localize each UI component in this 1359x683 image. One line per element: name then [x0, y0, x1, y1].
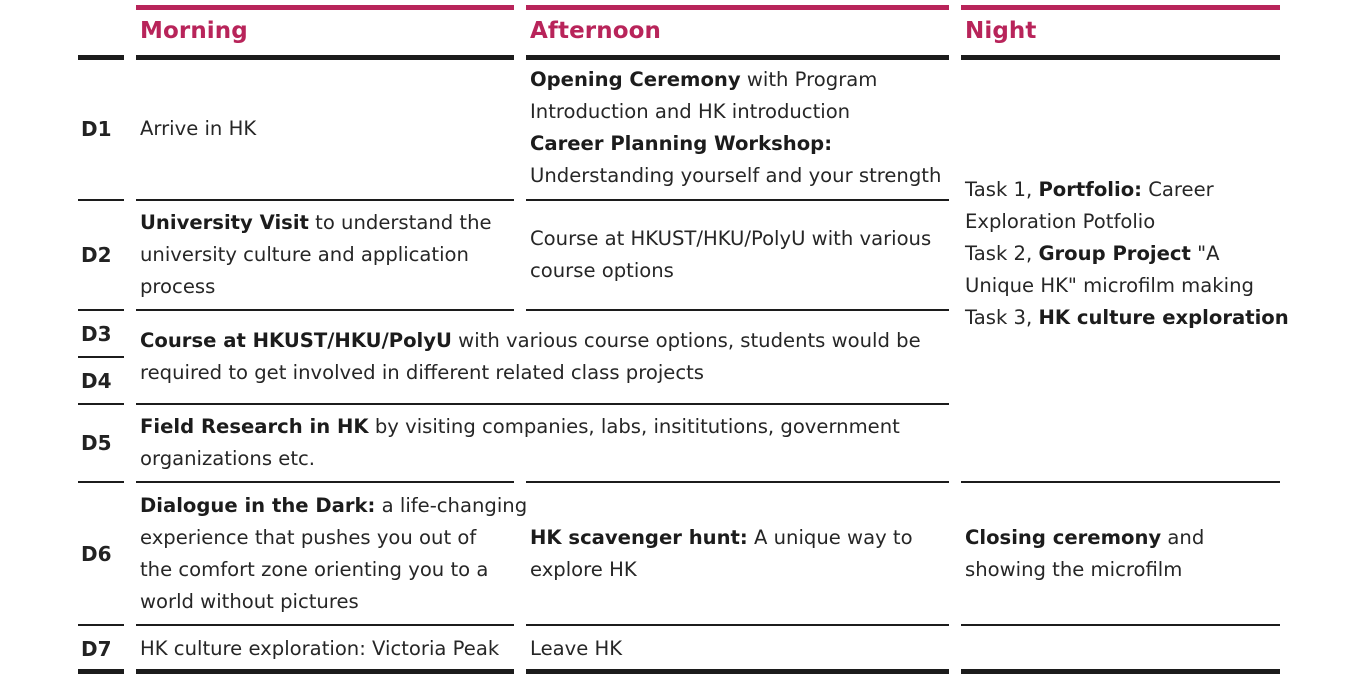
- day-label-d6: D6: [81, 542, 112, 566]
- row-divider: [136, 624, 514, 626]
- row-divider: [526, 199, 949, 201]
- cell-d6-morning: Dialogue in the Dark: a life-changing experience that pushes you out of the comfort zone orienting you to a world without pictures: [140, 494, 528, 613]
- header-rule-morning: [136, 55, 514, 60]
- cell-d5: Field Research in HK by visiting companies, labs, insititutions, government organizations etc.: [140, 415, 900, 470]
- bottom-rule-night: [961, 669, 1280, 674]
- row-divider: [78, 403, 124, 405]
- header-rule-afternoon: [526, 55, 949, 60]
- row-divider: [78, 356, 124, 358]
- day-label-d1: D1: [81, 117, 112, 141]
- row-divider: [78, 199, 124, 201]
- row-divider: [78, 624, 124, 626]
- cell-d6-afternoon: HK scavenger hunt: A unique way to explore HK: [530, 526, 913, 581]
- row-divider: [136, 481, 514, 483]
- bottom-rule-morning: [136, 669, 514, 674]
- header-rule-day: [78, 55, 124, 60]
- row-divider: [78, 309, 124, 311]
- cell-d3-d4: Course at HKUST/HKU/PolyU with various course options, students would be required to get involved in different related class projects: [140, 329, 921, 384]
- row-divider: [526, 309, 949, 311]
- row-divider: [136, 199, 514, 201]
- night-header-bar: [961, 5, 1280, 10]
- cell-d1-morning: Arrive in HK: [140, 117, 257, 140]
- morning-header-bar: [136, 5, 514, 10]
- row-divider: [78, 481, 124, 483]
- row-divider: [526, 624, 949, 626]
- header-night: Night: [965, 18, 1037, 44]
- header-rule-night: [961, 55, 1280, 60]
- bottom-rule-afternoon: [526, 669, 949, 674]
- header-afternoon: Afternoon: [530, 18, 661, 44]
- day-label-d2: D2: [81, 243, 112, 267]
- bottom-rule-day: [78, 669, 124, 674]
- row-divider: [961, 481, 1280, 483]
- day-label-d4: D4: [81, 369, 112, 393]
- day-label-d5: D5: [81, 431, 112, 455]
- day-label-d7: D7: [81, 637, 112, 661]
- afternoon-header-bar: [526, 5, 949, 10]
- cell-d2-afternoon: Course at HKUST/HKU/PolyU with various course options: [530, 227, 932, 282]
- cell-d1-afternoon: Opening Ceremony with Program Introduction and HK introduction Career Planning Workshop: Understanding yourself and your strength: [530, 68, 942, 187]
- row-divider: [961, 624, 1280, 626]
- row-divider: [526, 481, 949, 483]
- cell-night-tasks: Task 1, Portfolio: Career Exploration Potfolio Task 2, Group Project "A Unique HK" microfilm making Task 3, HK culture exploration: [965, 178, 1289, 329]
- cell-d7-morning: HK culture exploration: Victoria Peak: [140, 637, 500, 660]
- row-divider: [136, 309, 514, 311]
- cell-d7-afternoon: Leave HK: [530, 637, 623, 660]
- row-divider: [136, 403, 949, 405]
- cell-d6-night: Closing ceremony and showing the microfilm: [965, 526, 1205, 581]
- header-morning: Morning: [140, 18, 248, 44]
- cell-d2-morning: University Visit to understand the university culture and application process: [140, 211, 492, 298]
- day-label-d3: D3: [81, 322, 112, 346]
